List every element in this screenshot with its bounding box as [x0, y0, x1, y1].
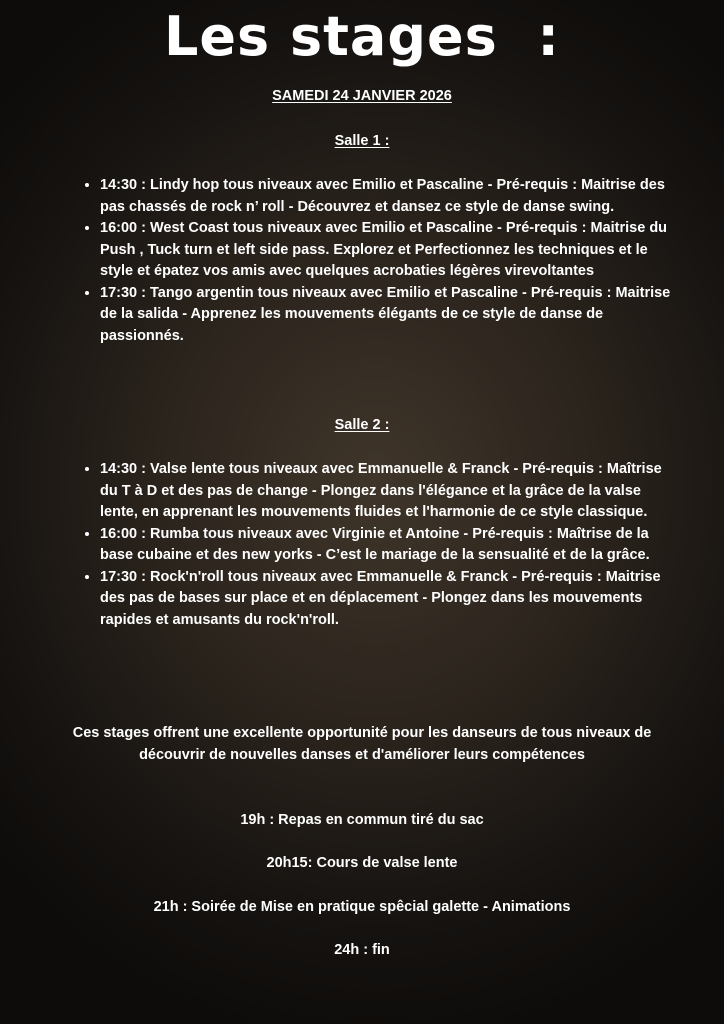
room-1-heading: Salle 1 : [334, 133, 390, 149]
evening-schedule-item: 20h15: Cours de valse lente [266, 855, 458, 871]
page-title: Les stages : [164, 5, 560, 68]
room-2-heading: Salle 2 : [334, 417, 390, 433]
session-item: • 17:30 : Tango argentin tous niveaux avec Emilio et Pascaline - Pré-requis : Maitrise de la salida - Apprenez les mouvements élégants de ce style de danse de passionnés. [100, 283, 680, 348]
session-item: • 16:00 : West Coast tous niveaux avec Emilio et Pascaline - Pré-requis : Maitrise du Push , Tuck turn et left side pass. Explorez et Perfectionnez les techniques et le style et épatez vos amis avec quelques acrobaties légères virevoltantes [100, 218, 680, 283]
session-item: • 17:30 : Rock'n'roll tous niveaux avec Emmanuelle & Franck - Pré-requis : Maitrise des pas de bases sur place et en déplacement - Plongez dans les mouvements rapides et amusants du rock'n'roll. [100, 567, 680, 632]
room-2-session-list [74, 459, 680, 631]
evening-schedule-item: 21h : Soirée de Mise en pratique spêcial galette - Animations [153, 899, 571, 915]
event-date: SAMEDI 24 JANVIER 2026 [272, 88, 452, 104]
session-item: • 14:30 : Lindy hop tous niveaux avec Emilio et Pascaline - Pré-requis : Maitrise des pas chassés de rock n’ roll - Découvrez et dansez ce style de danse swing. [100, 175, 680, 218]
stages-description: Ces stages offrent une excellente opportunité pour les danseurs de tous niveaux de découvrir de nouvelles danses et d'améliorer leurs compétences [72, 725, 652, 763]
session-item: • 14:30 : Valse lente tous niveaux avec Emmanuelle & Franck - Pré-requis : Maîtrise du T à D et des pas de change - Plongez dans l'élégance et la grâce de la valse lente, en apprenant les mouvements fluides et l'harmonie de ce style classique. [100, 459, 680, 524]
evening-schedule-item: 19h : Repas en commun tiré du sac [240, 812, 484, 828]
room-1-session-list [74, 175, 680, 347]
evening-schedule-item: 24h : fin [334, 942, 390, 958]
session-item: • 16:00 : Rumba tous niveaux avec Virginie et Antoine - Pré-requis : Maîtrise de la base cubaine et des new yorks - C’est le mariage de la sensualité et de la grâce. [100, 524, 680, 567]
